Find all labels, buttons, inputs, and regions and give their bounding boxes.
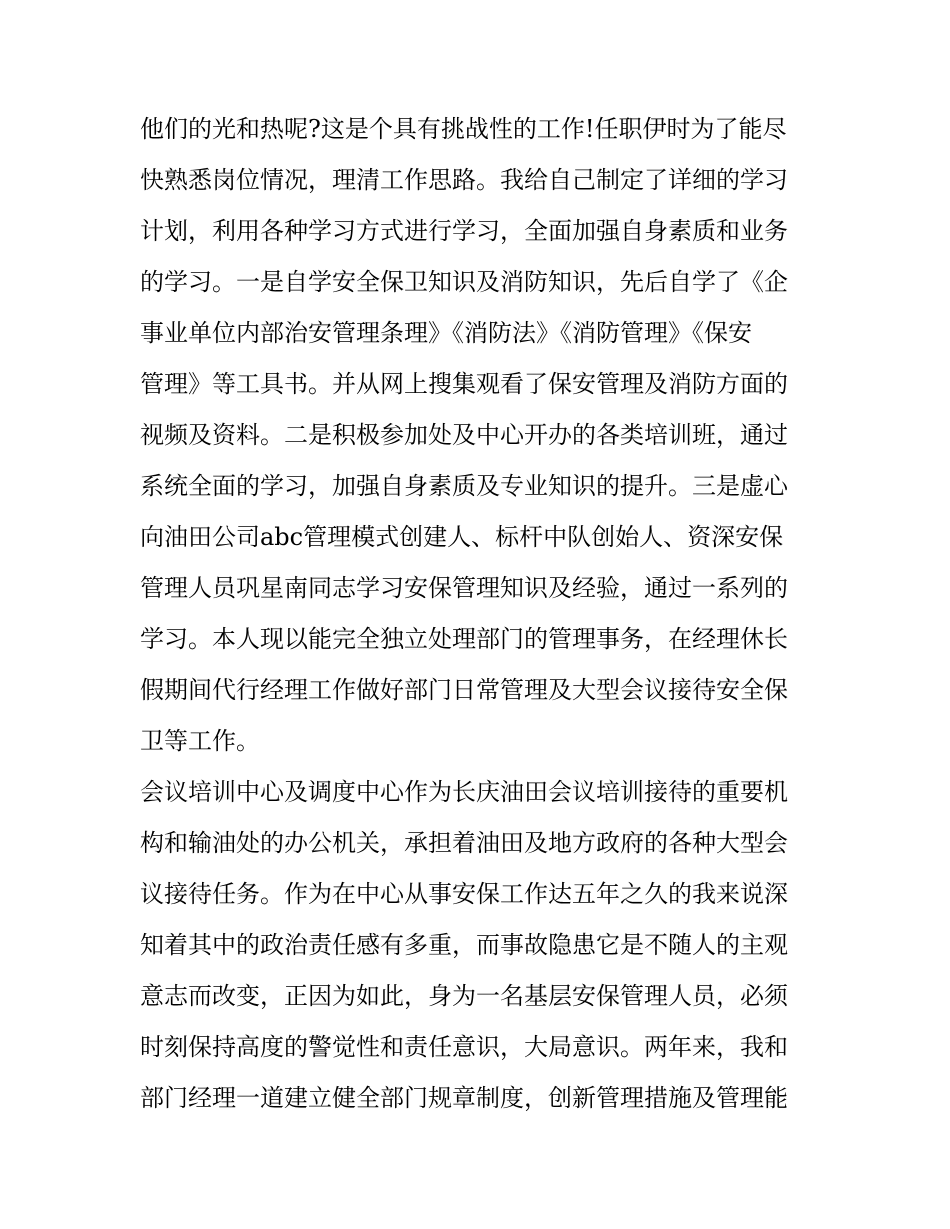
body-text bbox=[140, 104, 820, 1124]
text-line: 系统全面的学习，加强自身素质及专业知识的提升。三是虚心 bbox=[140, 472, 788, 500]
text-line: 的学习。一是自学安全保卫知识及消防知识，先后自学了《企 bbox=[140, 268, 788, 296]
text-line: 假期间代行经理工作做好部门日常管理及大型会议接待安全保 bbox=[140, 676, 788, 704]
text-line: 知着其中的政治责任感有多重，而事故隐患它是不随人的主观 bbox=[140, 931, 788, 959]
text-line: 事业单位内部治安管理条理》《消防法》《消防管理》《保安 bbox=[140, 319, 752, 347]
text-line: 视频及资料。二是积极参加处及中心开办的各类培训班，通过 bbox=[140, 421, 788, 449]
text-line: 卫等工作。 bbox=[140, 727, 260, 755]
text-line: 他们的光和热呢?这是个具有挑战性的工作!任职伊时为了能尽 bbox=[140, 115, 787, 143]
text-line: 学习。本人现以能完全独立处理部门的管理事务，在经理休长 bbox=[140, 625, 788, 653]
text-line: 快熟悉岗位情况，理清工作思路。我给自己制定了详细的学习 bbox=[140, 166, 788, 194]
text-line: 会议培训中心及调度中心作为长庆油田会议培训接待的重要机 bbox=[140, 778, 788, 806]
text-line: 构和输油处的办公机关，承担着油田及地方政府的各种大型会 bbox=[140, 829, 788, 857]
text-line: 向油田公司abc管理模式创建人、标杆中队创始人、资深安保 bbox=[140, 523, 784, 551]
text-line: 计划，利用各种学习方式进行学习，全面加强自身素质和业务 bbox=[140, 217, 788, 245]
text-line: 时刻保持高度的警觉性和责任意识，大局意识。两年来，我和 bbox=[140, 1033, 788, 1061]
text-line: 管理人员巩星南同志学习安保管理知识及经验，通过一系列的 bbox=[140, 574, 788, 602]
text-line: 部门经理一道建立健全部门规章制度，创新管理措施及管理能 bbox=[140, 1084, 788, 1112]
text-line: 议接待任务。作为在中心从事安保工作达五年之久的我来说深 bbox=[140, 880, 788, 908]
text-line: 意志而改变，正因为如此，身为一名基层安保管理人员，必须 bbox=[140, 982, 788, 1010]
text-line: 管理》等工具书。并从网上搜集观看了保安管理及消防方面的 bbox=[140, 370, 788, 398]
